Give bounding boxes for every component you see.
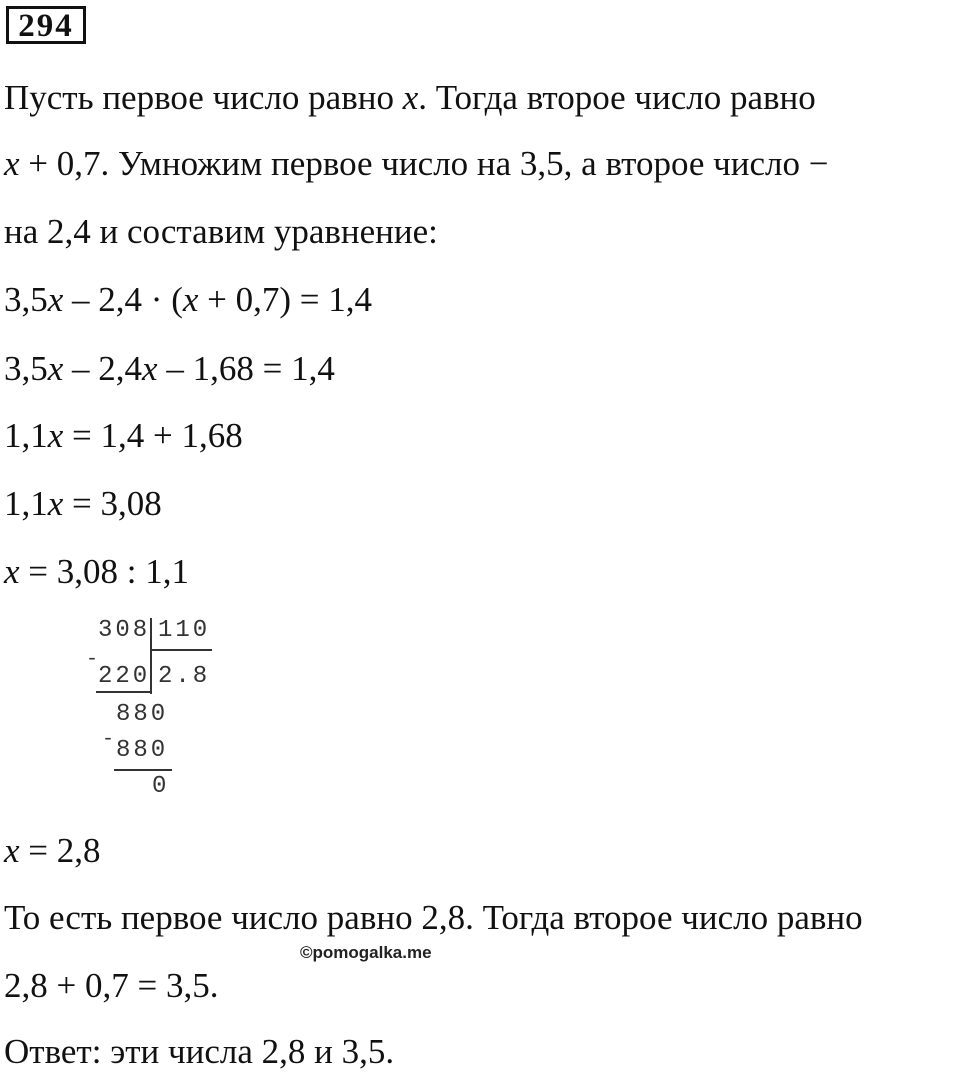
variable-x: x: [47, 349, 64, 388]
division-divisor: 110: [158, 617, 211, 644]
division-underline-1: [96, 691, 150, 693]
watermark: ©pomogalka.me: [300, 943, 432, 962]
text-segment: 1,1: [4, 484, 48, 523]
variable-x: x: [47, 280, 64, 319]
text-segment: – 2,4 · (: [63, 280, 183, 319]
division-second-subtrahend: 880: [116, 737, 169, 764]
text-segment: 1,1: [4, 416, 48, 455]
division-final-remainder: 0: [152, 773, 170, 800]
text-line-1: [4, 78, 816, 118]
equation-1: [4, 280, 372, 320]
variable-x: x: [402, 78, 419, 117]
division-divisor-line: [150, 649, 212, 651]
text-segment: Ответ: эти числа 2,8 и 3,5.: [4, 1032, 395, 1071]
variable-x: x: [47, 484, 64, 523]
division-first-subtrahend: 220: [98, 663, 151, 690]
division-quotient: 2.8: [158, 663, 211, 690]
text-segment: Пусть первое число равно: [4, 78, 403, 117]
variable-x: x: [4, 144, 20, 183]
text-line-sum: [4, 966, 218, 1006]
text-line-conclusion: [4, 898, 863, 938]
equation-4: [4, 484, 162, 524]
equation-5: [4, 552, 189, 592]
variable-x: x: [4, 831, 20, 870]
text-segment: . Тогда второе число равно: [418, 78, 816, 117]
division-underline-2: [114, 769, 172, 771]
text-segment: – 1,68 = 1,4: [157, 349, 335, 388]
text-line-3: [4, 212, 438, 252]
division-minus-sign: -: [86, 648, 99, 671]
text-segment: = 3,08: [63, 484, 162, 523]
text-segment: = 2,8: [19, 831, 101, 870]
equation-6: [4, 831, 101, 871]
text-segment: 3,5: [4, 280, 48, 319]
text-segment: То есть первое число равно 2,8. Тогда второе число равно: [4, 898, 863, 937]
division-dividend: 308: [98, 617, 151, 644]
division-vertical-bar: [150, 618, 152, 694]
text-line-2: [4, 144, 828, 184]
equation-3: [4, 416, 243, 456]
variable-x: x: [142, 349, 158, 388]
division-remainder-1: 880: [116, 701, 169, 728]
problem-number: 294: [6, 6, 86, 44]
variable-x: x: [182, 280, 199, 319]
answer-line: [4, 1032, 394, 1072]
text-segment: 3,5: [4, 349, 48, 388]
division-minus-sign: -: [102, 728, 115, 751]
variable-x: x: [47, 416, 64, 455]
text-segment: + 0,7. Умножим первое число на 3,5, а второе число −: [19, 144, 829, 183]
text-segment: = 1,4 + 1,68: [63, 416, 243, 455]
text-segment: 2,8 + 0,7 = 3,5.: [4, 966, 219, 1005]
text-segment: + 0,7) = 1,4: [198, 280, 373, 319]
text-segment: на 2,4 и составим уравнение:: [4, 212, 438, 251]
long-division: [80, 612, 230, 812]
variable-x: x: [4, 552, 20, 591]
text-segment: – 2,4: [63, 349, 143, 388]
text-segment: = 3,08 : 1,1: [19, 552, 190, 591]
equation-2: [4, 349, 335, 389]
